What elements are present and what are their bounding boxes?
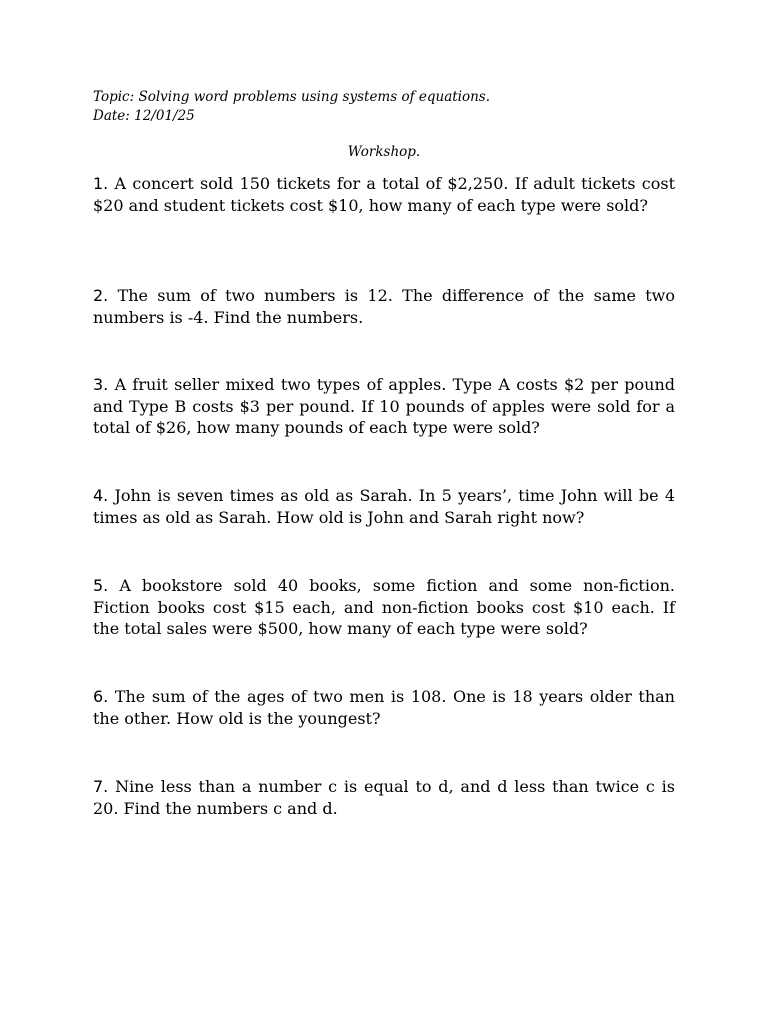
problem-4: [93, 485, 675, 528]
problem-text: A concert sold 150 tickets for a total of $2,250. If adult tickets cost $20 and student tickets cost $10, how many of each type were sold?: [93, 174, 675, 215]
problem-number: 7.: [93, 777, 109, 796]
problem-number: 6.: [93, 687, 109, 706]
problem-text: The sum of the ages of two men is 108. One is 18 years older than the other. How old is the youngest?: [93, 687, 675, 728]
problem-3: [93, 374, 675, 439]
problem-text: Nine less than a number c is equal to d, and d less than twice c is 20. Find the numbers c and d.: [93, 777, 675, 818]
topic-line: Topic: Solving word problems using systems of equations.: [93, 89, 491, 105]
problem-6: [93, 686, 675, 729]
problem-7: [93, 776, 675, 819]
problem-5: [93, 575, 675, 640]
problem-number: 4.: [93, 486, 109, 505]
problem-text: John is seven times as old as Sarah. In 5 years’, time John will be 4 times as old as Sarah. How old is John and Sarah right now?: [93, 486, 675, 527]
document-header: [93, 88, 675, 126]
problem-text: The sum of two numbers is 12. The difference of the same two numbers is -4. Find the numbers.: [93, 286, 675, 327]
problem-2: [93, 285, 675, 328]
date-line: Date: 12/01/25: [93, 108, 195, 124]
problem-number: 5.: [93, 576, 109, 595]
workshop-title: Workshop.: [347, 144, 421, 160]
problem-1: [93, 173, 675, 216]
problem-text: A bookstore sold 40 books, some fiction and some non-fiction. Fiction books cost $15 each, and non-fiction books cost $10 each. If the total sales were $500, how many of each type were sold?: [93, 576, 675, 638]
problem-number: 3.: [93, 375, 109, 394]
problem-number: 1.: [93, 174, 109, 193]
problem-text: A fruit seller mixed two types of apples. Type A costs $2 per pound and Type B costs $3 per pound. If 10 pounds of apples were sold for a total of $26, how many pounds of each type were sold?: [93, 375, 676, 437]
problem-number: 2.: [93, 286, 109, 305]
